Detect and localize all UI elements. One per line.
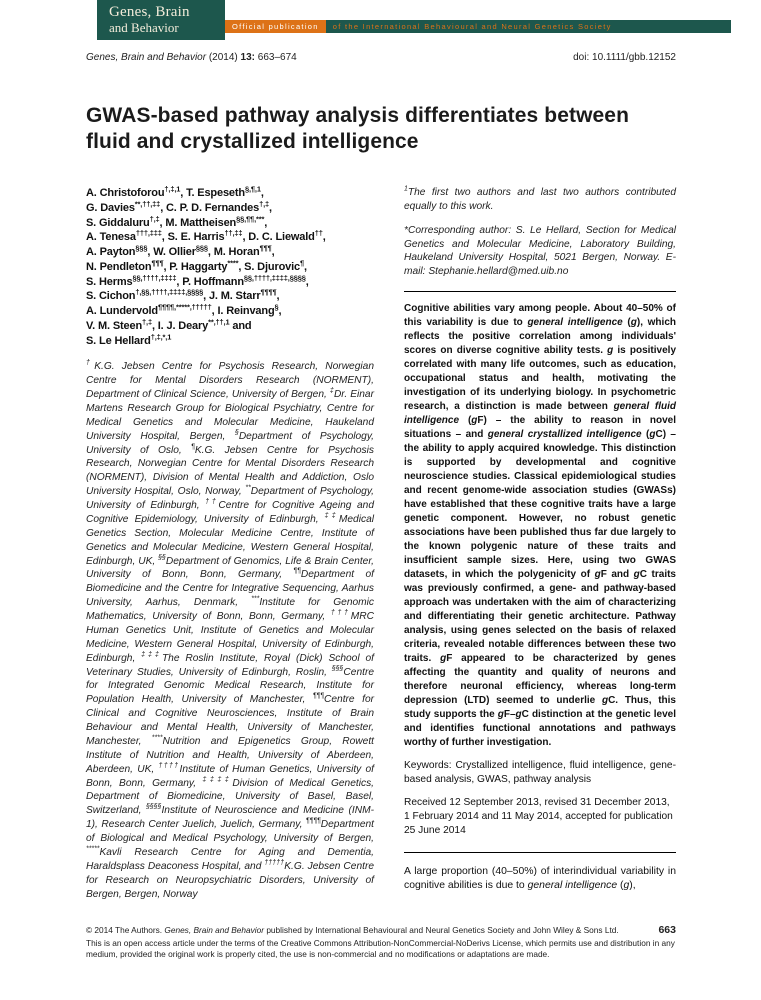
keywords-line: Keywords: Crystallized intelligence, fluid intelligence, gene-based analysis, GWAS, pathway analysis — [404, 759, 676, 785]
article-content — [86, 52, 676, 901]
page-footer — [86, 920, 676, 961]
author-line: A. Lundervold¶¶¶¶,*****,†††††, I. Reinvang§, — [86, 302, 282, 318]
journal-logo — [97, 0, 225, 40]
journal-citation: Genes, Brain and Behavior (2014) 13: 663–674 — [86, 52, 297, 63]
running-head — [86, 52, 676, 63]
doi-text: doi: 10.1111/gbb.12152 — [573, 52, 676, 63]
copyright-row — [86, 923, 676, 937]
journal-logo-line2: and Behavior — [109, 20, 179, 36]
right-column — [404, 186, 676, 894]
author-line: S. Cichon†,§§,††††,‡‡‡‡,§§§§, J. M. Starr¶¶¶¶, — [86, 287, 280, 303]
author-line: S. Giddaluru†,‡, M. Mattheisen§§,¶¶,***, — [86, 214, 268, 229]
author-line: V. M. Steen†,‡, I. J. Deary$^{**,\dagger\dagger,1}$ and — [86, 317, 252, 332]
open-access-notice: This is an open access article under the terms of the Creative Commons Attribution-NonCommercial-NoDerivs License, which permits use and distribution in any medium, provided the original work is properly cited, the use is non-commercial and no modifications or adaptations are made. — [86, 938, 675, 960]
abstract-top-rule — [404, 291, 676, 292]
corresponding-author-note: *Corresponding author: S. Le Hellard, Section for Medical Genetics and Molecular Medicine, Laboratory Building, Haukeland University Hospital, 5021 Bergen, Norway. E-mail: Stephanie.hellard@med.uib.no — [404, 224, 676, 278]
author-list — [86, 186, 374, 348]
author-line: A. Payton§§§, W. Ollier§§§, M. Horan¶¶¶, — [86, 243, 275, 259]
copyright-line: © 2014 The Authors. Genes, Brain and Behavior published by International Behavioural and Neural Genetics Society and John Wiley & Sons Ltd. — [86, 925, 619, 935]
body-top-rule — [404, 852, 676, 853]
author-line: S. Le Hellard$^{\dagger,\ddagger,*,1}$ — [86, 331, 172, 347]
left-column — [86, 186, 374, 901]
author-line: A. Tenesa†††,‡‡‡, S. E. Harris††,‡‡, D. C. Liewald††, — [86, 228, 326, 244]
abstract-text: Cognitive abilities vary among people. About 40–50% of this variability is due to general intelligence (g), which reflects the positive correlation among individuals' scores on diverse cognitive ability tests. g is positively correlated with many life outcomes, such as education, occupational status and health, motivating the investigation of its underlying biology. In psychometric research, a distinction is made between general fluid intelligence (gF) – the ability to reason in novel situations – and general crystallized intelligence (gC) – the ability to apply acquired knowledge. This distinction is supported by developmental and cognitive neuroscience studies. Classical epidemiological studies and recent genome-wide association studies (GWASs) have established that these cognitive traits have a large genetic component. However, no robust genetic associations have been published thus far due largely to the known polygenic nature of these traits and insufficient sample sizes. Here, using two GWAS datasets, in which the polygenicity of gF and gC traits was previously confirmed, a gene- and pathway-based approach was undertaken with the aim of characterizing and differentiating their genetic architecture. Pathway analysis, using genes selected on the basis of relaxed criteria, revealed notable differences between these two traits. gF appeared to be characterized by genes affecting the quantity and quality of neurons and therefore neuronal efficiency, whereas long-term depression (LTD) seemed to underlie gC. Thus, this study supports the gF–gC distinction at the genetic level and identifies functional annotations and pathways worthy of further investigation. — [404, 302, 677, 748]
article-title: GWAS-based pathway analysis differentiates between fluid and crystallized intelligence — [86, 104, 629, 153]
received-dates-line: Received 12 September 2013, revised 31 December 2013, 1 February 2014 and 11 May 2014, accepted for publication 25 June 2014 — [404, 797, 673, 836]
affiliations-block: †K.G. Jebsen Centre for Psychosis Research, Norwegian Centre for Mental Disorders Research (NORMENT), Department of Clinical Science, University of Bergen, ‡Dr. Einar Martens Research Group for Biological Psychiatry, Centre for Medical Genetics and Molecular Medicine, Haukeland University Hospital, Bergen, §Department of Psychology, University of Oslo, ¶K.G. Jebsen Centre for Psychosis Research, Norwegian Centre for Mental Disorders Research (NORMENT), Division of Mental Health and Addiction, Oslo University Hospital, Oslo, Norway, **Department of Psychology, University of Edinburgh, ††Centre for Cognitive Ageing and Cognitive Epidemiology, University of Edinburgh, ‡‡Medical Genetics Section, Molecular Medicine Centre, Institute of Genetics and Molecular Medicine, Western General Hospital, Edinburgh, UK, §§Department of Genomics, Life & Brain Center, University of Bonn, Bonn, Germany, ¶¶Department of Biomedicine and the Centre for Integrative Sequencing, Aarhus University, Aarhus, Denmark, ***Institute for Genomic Mathematics, University of Bonn, Bonn, Germany, †††MRC Human Genetics Unit, Institute of Genetics and Molecular Medicine, Western General Hospital, University of Edinburgh, Edinburgh, ‡‡‡The Roslin Institute, Royal (Dick) School of Veterinary Studies, University of Edinburgh, Roslin, §§§Centre for Integrated Genomic Medical Research, Institute for Population Health, University of Manchester, ¶¶¶Centre for Clinical and Cognitive Neurosciences, Institute of Brain Behaviour and Mental Health, University of Manchester, Manchester, ****Nutrition and Epigenetics Group, Rowett Institute of Nutrition and Health, University of Aberdeen, Aberdeen, UK, ††††Institute of Human Genetics, University of Bonn, Bonn, Germany, ‡‡‡‡Division of Medical Genetics, Department of Biomedicine, University of Basel, Basel, Switzerland, §§§§Institute of Neuroscience and Medicine (INM-1), Research Center Juelich, Juelich, Germany, ¶¶¶¶Department of Biological and Medical Psychology, University of Bergen, *****Kavli Research Centre for Aging and Dementia, Haraldsplass Deaconess Hospital, and †††††K.G. Jebsen Centre for Research on Neuropsychiatric Disorders, University of Bergen, Bergen, Norway — [86, 359, 375, 900]
equal-contribution-note: $^1$The first two authors and last two authors contributed equally to this work. — [404, 185, 676, 212]
banner-official-publication-label: Official publication — [225, 20, 326, 33]
author-line: S. Herms§§,††††,‡‡‡‡, P. Hoffmann§§,††††,‡‡‡‡,§§§§, — [86, 272, 309, 288]
author-line: A. Christoforou$^{\dagger,\ddagger,1}$, T. Espeseth$^{\S,\P,1}$, — [86, 184, 264, 200]
page-number: 663 — [658, 924, 676, 936]
body-text-start: A large proportion (40–50%) of interindividual variability in cognitive abilities is due to general intelligence (g), — [404, 865, 676, 892]
journal-logo-line1: Genes, Brain — [109, 4, 190, 20]
banner-society-label: of the International Behavioural and Neural Genetics Society — [326, 20, 731, 33]
masthead-banner — [225, 20, 731, 33]
two-column-layout — [86, 186, 676, 901]
author-line: G. Davies**,††,‡‡, C. P. D. Fernandes†,‡, — [86, 199, 272, 214]
author-line: N. Pendleton¶¶¶, P. Haggarty****, S. Djurovic¶, — [86, 258, 307, 273]
